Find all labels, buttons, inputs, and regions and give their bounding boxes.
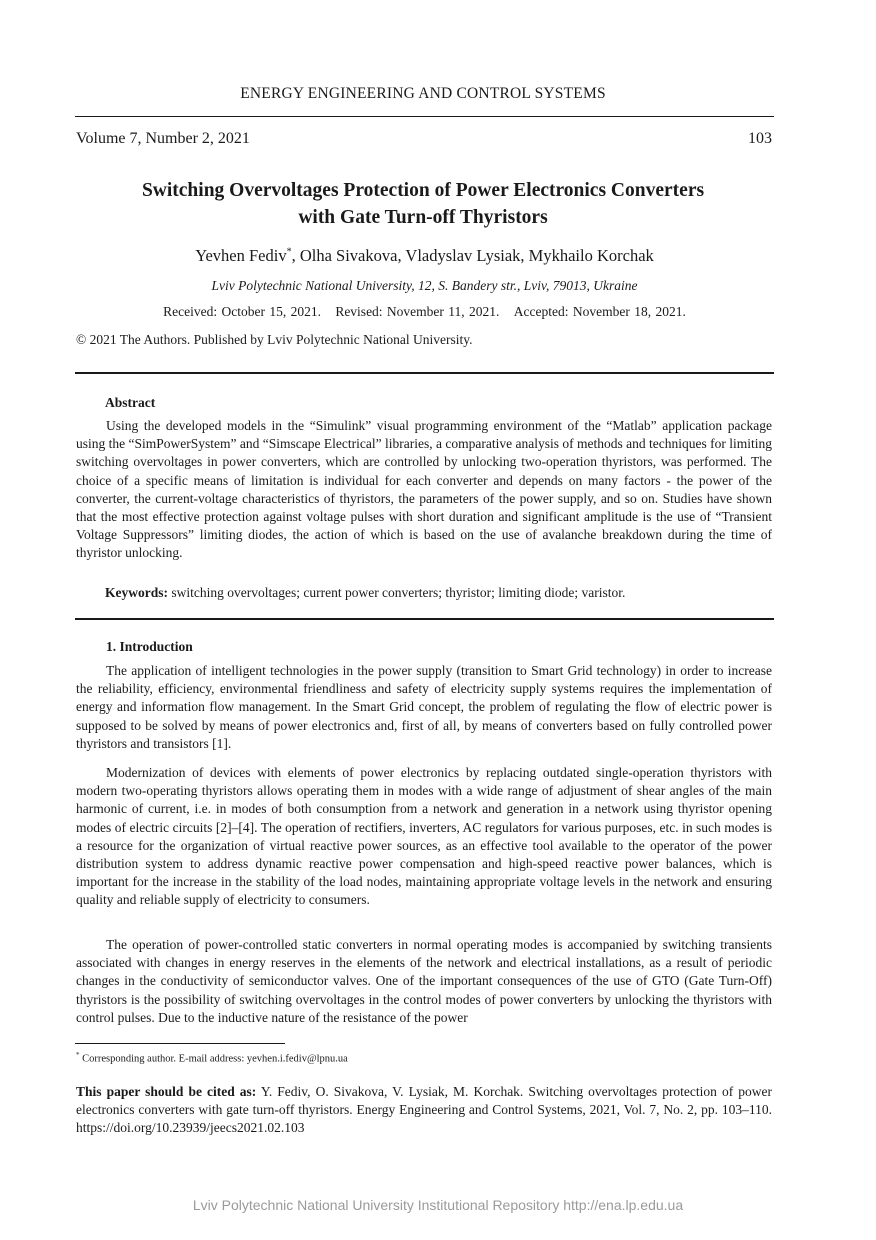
- repository-footer: Lviv Polytechnic National University Institutional Repository http://ena.lp.edu.ua: [192, 1197, 684, 1213]
- footnote-divider: [75, 1043, 285, 1044]
- citation-label: This paper should be cited as:: [76, 1084, 257, 1099]
- accepted-date: Accepted: November 18, 2021.: [513, 304, 686, 319]
- corresponding-author-mark: *: [286, 246, 292, 258]
- abstract-top-divider: [75, 372, 774, 374]
- page-number: 103: [748, 130, 772, 147]
- paper-title: [75, 177, 771, 231]
- copyright-notice: © 2021 The Authors. Published by Lviv Polytechnic National University.: [76, 332, 473, 347]
- abstract-text: Using the developed models in the “Simulink” visual programming environment of the “Matlab” application package using the “SimPowerSystem” and “Simscape Electrical” libraries, a comparative analysis of methods and techniques for limiting switching overvoltages in power converters, which are controlled by unlocking two-operation thyristors, was performed. The choice of a specific means of limitation is individual for each converter and depends on many factors - the power of the converter, the current-voltage characteristics of thyristors, the parameters of the power supply, and so on. Studies have shown that the most effective protection against voltage pulses with short duration and significant amplitude is the use of “Transient Voltage Suppressors” limiting diodes, the action of which is based on the use of avalanche breakdown during the time of thyristor unlocking.: [76, 418, 772, 561]
- paper-title-line-1: Switching Overvoltages Protection of Power Electronics Converters: [141, 180, 705, 201]
- footnote: [76, 1051, 348, 1065]
- revised-date: Revised: November 11, 2021.: [335, 304, 500, 319]
- affiliation: Lviv Polytechnic National University, 12, S. Bandery str., Lviv, 79013, Ukraine: [211, 278, 638, 293]
- volume-info: Volume 7, Number 2, 2021: [76, 130, 250, 147]
- citation-text: Y. Fediv, O. Sivakova, V. Lysiak, M. Korchak. Switching overvoltages protection of power electronics converters with gate turn-off thyristors. Energy Engineering and Control Systems, 2021, Vol. 7, No. 2, pp. 103–110. https://doi.org/10.23939/jeecs2021.02.103: [76, 1084, 773, 1136]
- footnote-text: Corresponding author. E-mail address: yevhen.i.fediv@lpnu.ua: [79, 1053, 348, 1065]
- citation-note: [76, 1083, 772, 1138]
- section-heading-introduction: 1. Introduction: [106, 639, 193, 654]
- keywords-list: switching overvoltages; current power converters; thyristor; limiting diode; varistor.: [171, 585, 626, 600]
- keywords: [105, 585, 625, 601]
- paper-title-line-2: with Gate Turn-off Thyristors: [298, 207, 548, 228]
- header-divider: [75, 116, 774, 117]
- intro-paragraph-2: Modernization of devices with elements of power electronics by replacing outdated single-operation thyristors with modern two-operating thyristors allows operating them in modes with a wide range of adjustment of shear angles of the main harmonic of current, i.e. in modes of both consumption from a network and generation in a network using thyristor opening modes of electric circuits [2]–[4]. The operation of rectifiers, inverters, AC regulators for various purposes, etc. in such modes is a resource for the organization of virtual reactive power sources, as an effective tool available to the operator of the power distribution system to address dynamic reactive power compensation and high-speed reactive power balances, which is important for the increase in the stability of the load nodes, maintaining appropriate voltage levels in the network and ensuring quality and reliable supply of electricity to consumers.: [76, 765, 772, 908]
- author-list: [75, 246, 774, 266]
- author-1: Yevhen Fediv: [195, 246, 287, 265]
- received-date: Received: October 15, 2021.: [163, 304, 321, 319]
- intro-paragraph-3: The operation of power-controlled static converters in normal operating modes is accompanied by switching transients associated with changes in energy reserves in the elements of the network and electrical installations, as a result of periodic changes in the conductivity of semiconductor valves. One of the important consequences of the use of GTO (Gate Turn-Off) thyristors is the possibility of switching overvoltages in the control modes of power converters by unlocking the thyristors with control pulses. Due to the inductive nature of the resistance of the power: [76, 937, 772, 1025]
- intro-paragraph-1: The application of intelligent technologies in the power supply (transition to Smart Grid technology) in order to increase the reliability, efficiency, environmental friendliness and safety of electricity supply systems requires the implementation of energy and information flow management. In the Smart Grid concept, the problem of regulating the flow of electric power is supposed to be solved by means of power electronics and, first of all, by means of converters based on fully controlled power thyristors and transistors [1].: [76, 663, 772, 751]
- abstract-bottom-divider: [75, 618, 774, 620]
- abstract-heading: Abstract: [105, 395, 156, 410]
- footnote-mark: *: [76, 1051, 80, 1059]
- keywords-label: Keywords:: [105, 585, 168, 600]
- other-authors: , Olha Sivakova, Vladyslav Lysiak, Mykhailo Korchak: [291, 246, 654, 265]
- article-dates: [75, 304, 774, 320]
- journal-name: ENERGY ENGINEERING AND CONTROL SYSTEMS: [240, 85, 606, 102]
